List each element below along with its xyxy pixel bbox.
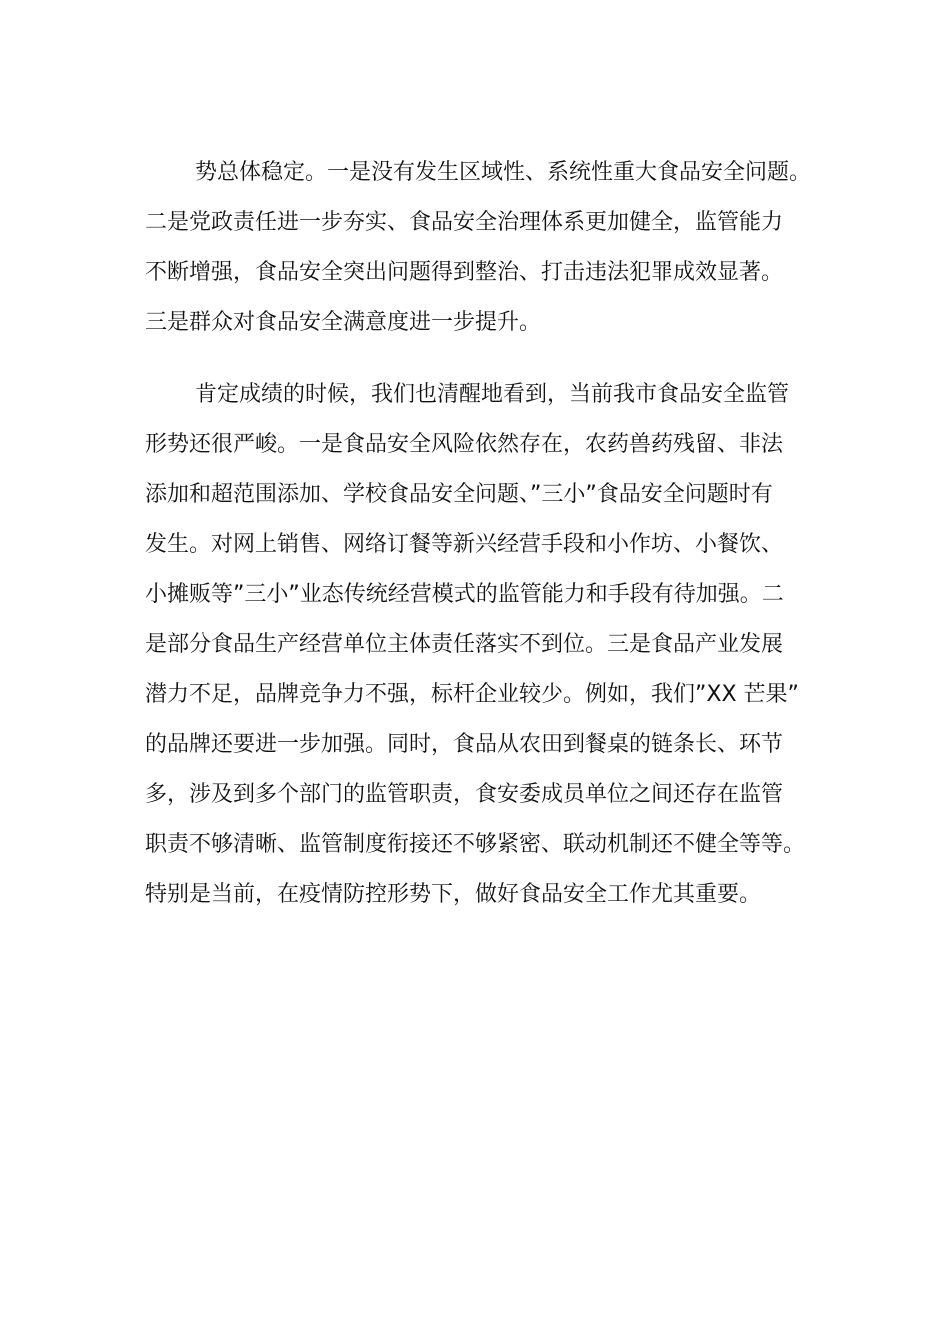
paragraph-line: 特别是当前，在疫情防控形势下，做好食品安全工作尤其重要。 bbox=[145, 882, 762, 907]
paragraph-line: 三是群众对食品安全满意度进一步提升。 bbox=[145, 310, 542, 335]
paragraph-1 bbox=[145, 148, 825, 348]
paragraph-line: 势总体稳定。一是没有发生区域性、系统性重大食品安全问题。 bbox=[195, 160, 812, 185]
paragraph-line: 小摊贩等”三小”业态传统经营模式的监管能力和手段有待加强。二 bbox=[145, 582, 784, 607]
paragraph-line: 二是党政责任进一步夯实、食品安全治理体系更加健全，监管能力 bbox=[145, 210, 784, 235]
paragraph-2 bbox=[145, 370, 825, 920]
paragraph-line: 形势还很严峻。一是食品安全风险依然存在，农药兽药残留、非法 bbox=[145, 432, 784, 457]
paragraph-line: 职责不够清晰、监管制度衔接还不够紧密、联动机制还不健全等等。 bbox=[145, 832, 806, 857]
paragraph-line: 的品牌还要进一步加强。同时，食品从农田到餐桌的链条长、环节 bbox=[145, 732, 784, 757]
paragraph-line: 是部分食品生产经营单位主体责任落实不到位。三是食品产业发展 bbox=[145, 632, 784, 657]
paragraph-line: 潜力不足，品牌竞争力不强，标杆企业较少。例如，我们”XX 芒果” bbox=[145, 682, 799, 707]
paragraph-line: 添加和超范围添加、学校食品安全问题、”三小”食品安全问题时有 bbox=[145, 482, 773, 507]
paragraph-spacer bbox=[145, 348, 825, 370]
paragraph-line: 多，涉及到多个部门的监管职责，食安委成员单位之间还存在监管 bbox=[145, 782, 784, 807]
paragraph-line: 肯定成绩的时候，我们也清醒地看到，当前我市食品安全监管 bbox=[195, 382, 790, 407]
paragraph-line: 不断增强，食品安全突出问题得到整治、打击违法犯罪成效显著。 bbox=[145, 260, 784, 285]
paragraph-line: 发生。对网上销售、网络订餐等新兴经营手段和小作坊、小餐饮、 bbox=[145, 532, 784, 557]
document-body bbox=[145, 148, 825, 920]
